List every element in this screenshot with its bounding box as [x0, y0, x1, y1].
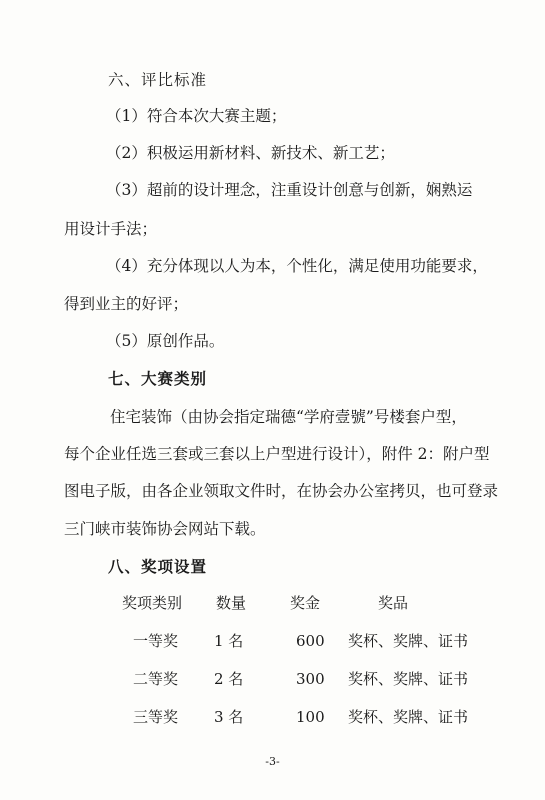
- award-row-1-quantity: 1 名: [214, 632, 244, 650]
- page-number: -3-: [265, 755, 280, 768]
- award-row-2-prizes: 奖杯、奖牌、证书: [348, 670, 469, 688]
- category-line-2: 每个企业任选三套或三套以上户型进行设计），附件 2：附户型: [64, 445, 490, 463]
- award-row-3-category: 三等奖: [133, 708, 179, 726]
- award-row-3-money: 100: [296, 708, 325, 726]
- awards-col-prize-money: 奖金: [290, 594, 321, 612]
- criteria-item-4-cont: 得到业主的好评；: [64, 295, 189, 313]
- section-heading-awards: 八、奖项设置: [108, 557, 208, 576]
- awards-col-category: 奖项类别: [122, 594, 183, 612]
- award-row-1-money: 600: [296, 632, 325, 650]
- criteria-item-5: （5）原创作品。: [106, 332, 225, 350]
- criteria-item-4: （4）充分体现以人为本，个性化，满足使用功能要求，: [106, 257, 488, 275]
- awards-col-prizes: 奖品: [378, 594, 409, 612]
- category-line-1: 住宅装饰（由协会指定瑞德“学府壹號”号楼套户型，: [110, 408, 467, 426]
- award-row-2-category: 二等奖: [133, 670, 179, 688]
- award-row-2-quantity: 2 名: [214, 670, 244, 688]
- awards-col-quantity: 数量: [216, 594, 247, 612]
- award-row-2-money: 300: [296, 670, 325, 688]
- section-heading-category: 七、大赛类别: [108, 369, 208, 388]
- criteria-item-2: （2）积极运用新材料、新技术、新工艺；: [106, 144, 395, 162]
- category-line-3: 图电子版，由各企业领取文件时，在协会办公室拷贝，也可登录: [64, 482, 499, 500]
- criteria-item-3: （3）超前的设计理念，注重设计创意与创新，娴熟运: [106, 181, 473, 199]
- award-row-3-quantity: 3 名: [214, 708, 244, 726]
- criteria-item-3-cont: 用设计手法；: [64, 220, 158, 238]
- award-row-1-prizes: 奖杯、奖牌、证书: [348, 632, 469, 650]
- category-line-4: 三门峡市装饰协会网站下载。: [64, 520, 266, 538]
- section-heading-criteria: 六、评比标准: [108, 71, 208, 89]
- award-row-1-category: 一等奖: [133, 632, 179, 650]
- award-row-3-prizes: 奖杯、奖牌、证书: [348, 708, 469, 726]
- criteria-item-1: （1）符合本次大赛主题；: [106, 107, 287, 125]
